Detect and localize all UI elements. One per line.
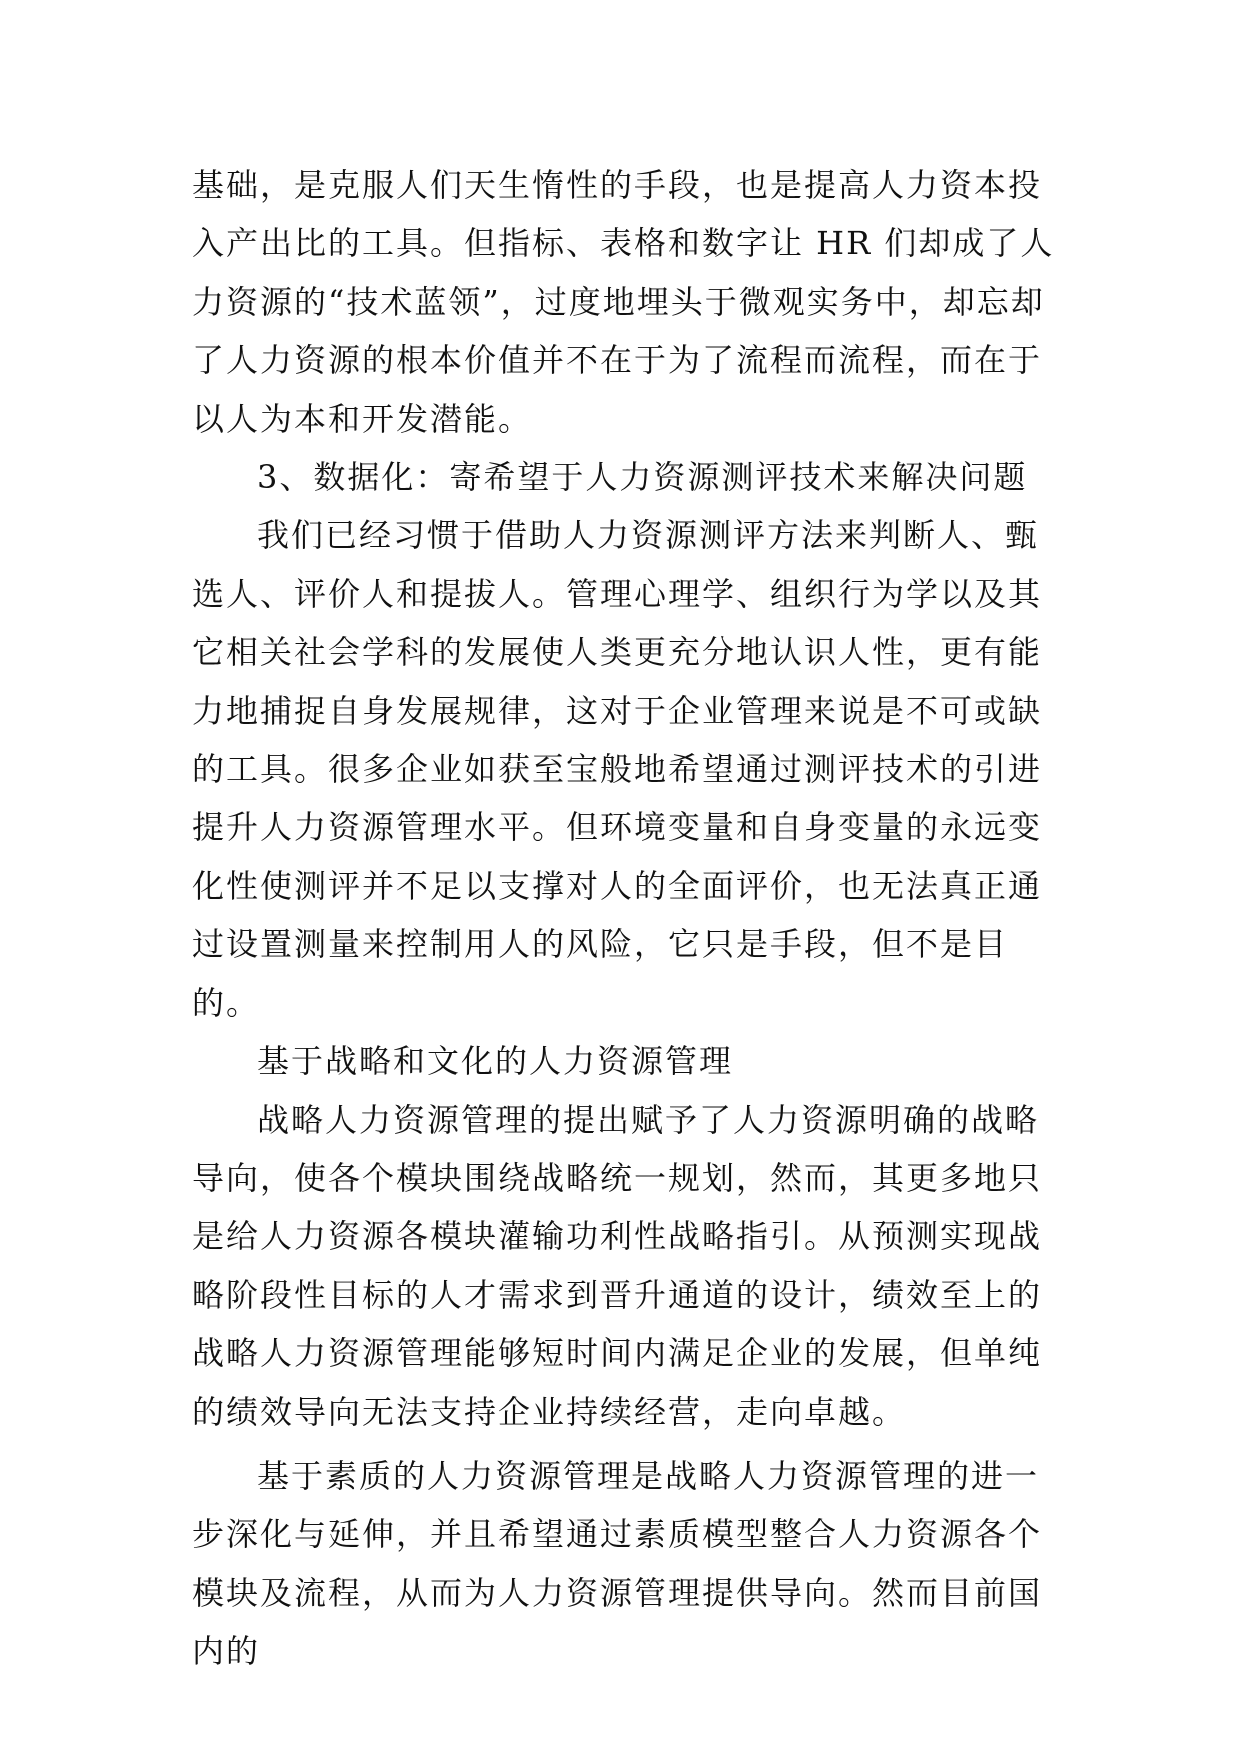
section-heading-data-driven: 3、数据化：寄希望于人力资源测评技术来解决问题 (257, 458, 1028, 497)
paragraph-3: 战略人力资源管理的提出赋予了人力资源明确的战略导向，使各个模块围绕战略统一规划，然而，其更多地只是给人力资源各模块灌输功利性战略指引。从预测实现战略阶段性目标的人才需求到晋升通道的设计，绩效至上的战略人力资源管理能够短时间内满足企业的发展，但单纯的绩效导向无法支持企业持续经营，走向卓越。 (192, 1100, 1043, 1431)
section-heading-strategy-culture: 基于战略和文化的人力资源管理 (257, 1042, 734, 1081)
paragraph-2: 我们已经习惯于借助人力资源测评方法来判断人、甄选人、评价人和提拔人。管理心理学、组织行为学以及其它相关社会学科的发展使人类更充分地认识人性，更有能力地捕捉自身发展规律，这对于企业管理来说是不可或缺的工具。很多企业如获至宝般地希望通过测评技术的引进提升人力资源管理水平。但环境变量和自身变量的永远变化性使测评并不足以支撑对人的全面评价，也无法真正通过设置测量来控制用人的风险，它只是手段，但不是目的。 (192, 516, 1043, 1022)
paragraph-1: 基础，是克服人们天生惰性的手段，也是提高人力资本投入产出比的工具。但指标、表格和数字让 HR 们却成了人力资源的“技术蓝领”，过度地埋头于微观实务中，却忘却了人力资源的根本价值并不在于为了流程而流程，而在于以人为本和开发潜能。 (192, 166, 1055, 438)
document-page (192, 156, 1067, 1681)
paragraph-4: 基于素质的人力资源管理是战略人力资源管理的进一步深化与延伸，并且希望通过素质模型整合人力资源各个模块及流程，从而为人力资源管理提供导向。然而目前国内的 (192, 1456, 1043, 1671)
